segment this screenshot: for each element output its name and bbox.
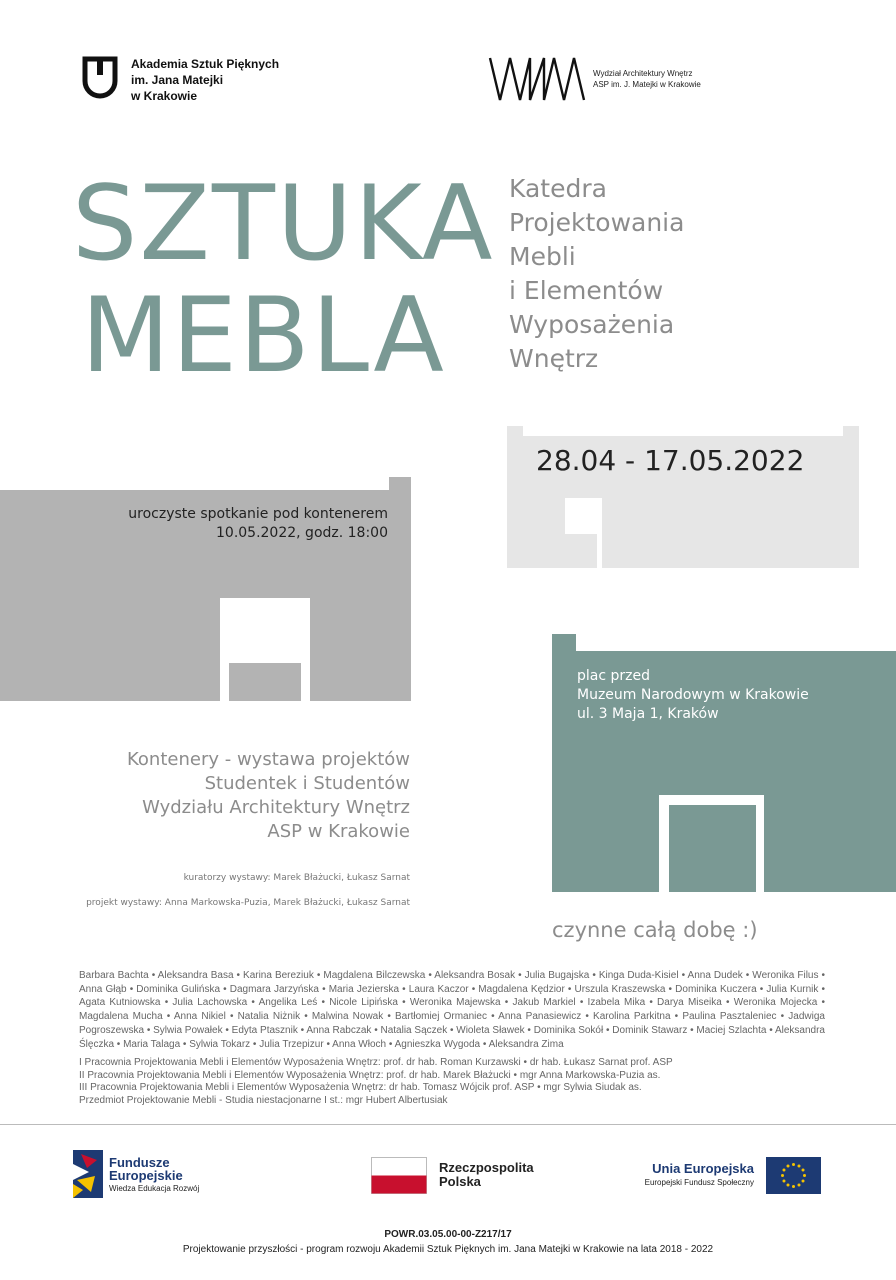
eu-star-icon bbox=[803, 1174, 806, 1177]
wa-logo-icon bbox=[488, 56, 586, 102]
footer-divider bbox=[0, 1124, 896, 1125]
eu-star-icon bbox=[787, 1164, 790, 1167]
fundusze-europejskie-name: Fundusze Europejskie bbox=[109, 1155, 183, 1183]
eu-star-icon bbox=[802, 1169, 805, 1172]
page-title: SZTUKA MEBLA bbox=[72, 164, 495, 396]
exhibition-description: Kontenery - wystawa projektów Studentek i Studentów Wydziału Architektury Wnętrz ASP w Krakowie bbox=[127, 749, 410, 842]
eu-star-icon bbox=[792, 1185, 795, 1188]
wa-name: Wydział Architektury Wnętrz ASP im. J. Matejki w Krakowie bbox=[593, 69, 701, 89]
department-name: Katedra Projektowania Mebli i Elementów Wyposażenia Wnętrz bbox=[509, 174, 685, 373]
asp-logo-icon bbox=[82, 56, 118, 100]
eu-star-icon bbox=[781, 1174, 784, 1177]
exhibition-place: plac przed Muzeum Narodowym w Krakowie ul. 3 Maja 1, Kraków bbox=[577, 668, 809, 722]
open-hours: czynne całą dobę :) bbox=[552, 918, 758, 942]
eu-star-icon bbox=[798, 1164, 801, 1167]
students-list: Barbara Bachta • Aleksandra Basa • Karina Bereziuk • Magdalena Bilczewska • Aleksandra Bosak • Julia Bugajska • Kinga Duda-Kisiel • Anna Dudek • Weronika Filus • Anna Głąb • Dominika Gulińska • Dagmara Jarzyńska • Maria Jezierska • Laura Kaczor • Magdalena Kędzior • Urszula Kraszewska • Dominika Kuczera • Julia Kurnik • Agata Kutniowska • Julia Lachowska • Angelika Leś • Nicole Lipińska • Weronika Majewska • Jakub Markiel • Izabela Mika • Darya Miseika • Weronika Mojecka • Magdalena Mucha • Anna Nikiel • Natalia Niżnik • Malwina Nowak • Bartłomiej Ormaniec • Anna Panasiewicz • Karolina Parkitna • Paulina Pasztaleniec • Jadwiga Pogroszewska • Sylwia Powałek • Edyta Ptasznik • Anna Rabczak • Natalia Sączek • Wioleta Sławek • Dominika Sokół • Dominik Stawarz • Maciej Szlachta • Aleksandra Ślęczka • Maria Talaga • Sylwia Tokarz • Julia Trzepizur • Anna Włoch • Agnieszka Wygoda • Aleksandra Zima bbox=[79, 970, 825, 1050]
polish-flag-icon bbox=[371, 1157, 427, 1194]
eu-star-icon bbox=[782, 1169, 785, 1172]
fundusze-europejskie-logo-icon bbox=[73, 1150, 103, 1198]
curators: kuratorzy wystawy: Marek Błażucki, Łukasz Sarnat bbox=[183, 873, 410, 883]
studios-list: I Pracownia Projektowania Mebli i Elementów Wyposażenia Wnętrz: prof. dr hab. Roman Kurzawski • dr hab. Łukasz Sarnat prof. ASP II Pracownia Projektowania Mebli i Elementów Wyposażenia Wnętrz: prof. dr hab. Marek Błażucki • mgr Anna Markowska-Puzia as. III Pracownia Projektowania Mebli i Elementów Wyposażenia Wnętrz: dr hab. Tomasz Wójcik prof. ASP • mgr Sylwia Siudak as. Przedmiot Projektowanie Mebli - Studia niestacjonarne I st.: mgr Hubert Albertusiak bbox=[79, 1057, 673, 1106]
exhibition-dates: 28.04 - 17.05.2022 bbox=[536, 444, 805, 477]
program-description: Projektowanie przyszłości - program rozwoju Akademii Sztuk Pięknych im. Jana Matejki w Krakowie na lata 2018 - 2022 bbox=[182, 1244, 714, 1255]
fundusze-europejskie-subtitle: Wiedza Edukacja Rozwój bbox=[109, 1184, 200, 1193]
eu-star-icon bbox=[787, 1184, 790, 1187]
opening-meeting: uroczyste spotkanie pod kontenerem 10.05.2022, godz. 18:00 bbox=[128, 506, 388, 541]
eu-star-icon bbox=[802, 1180, 805, 1183]
unia-europejska-subtitle: Europejski Fundusz Społeczny bbox=[644, 1178, 754, 1187]
eu-flag-icon bbox=[766, 1157, 821, 1194]
project-code: POWR.03.05.00-00-Z217/17 bbox=[384, 1229, 512, 1240]
eu-star-icon bbox=[782, 1180, 785, 1183]
unia-europejska-name: Unia Europejska bbox=[652, 1161, 754, 1176]
eu-star-icon bbox=[798, 1184, 801, 1187]
exhibition-design: projekt wystawy: Anna Markowska-Puzia, Marek Błażucki, Łukasz Sarnat bbox=[86, 898, 410, 908]
asp-name: Akademia Sztuk Pięknych im. Jana Matejki w Krakowie bbox=[131, 57, 280, 103]
rzeczpospolita-polska-name: Rzeczpospolita Polska bbox=[439, 1160, 534, 1189]
eu-star-icon bbox=[792, 1163, 795, 1166]
